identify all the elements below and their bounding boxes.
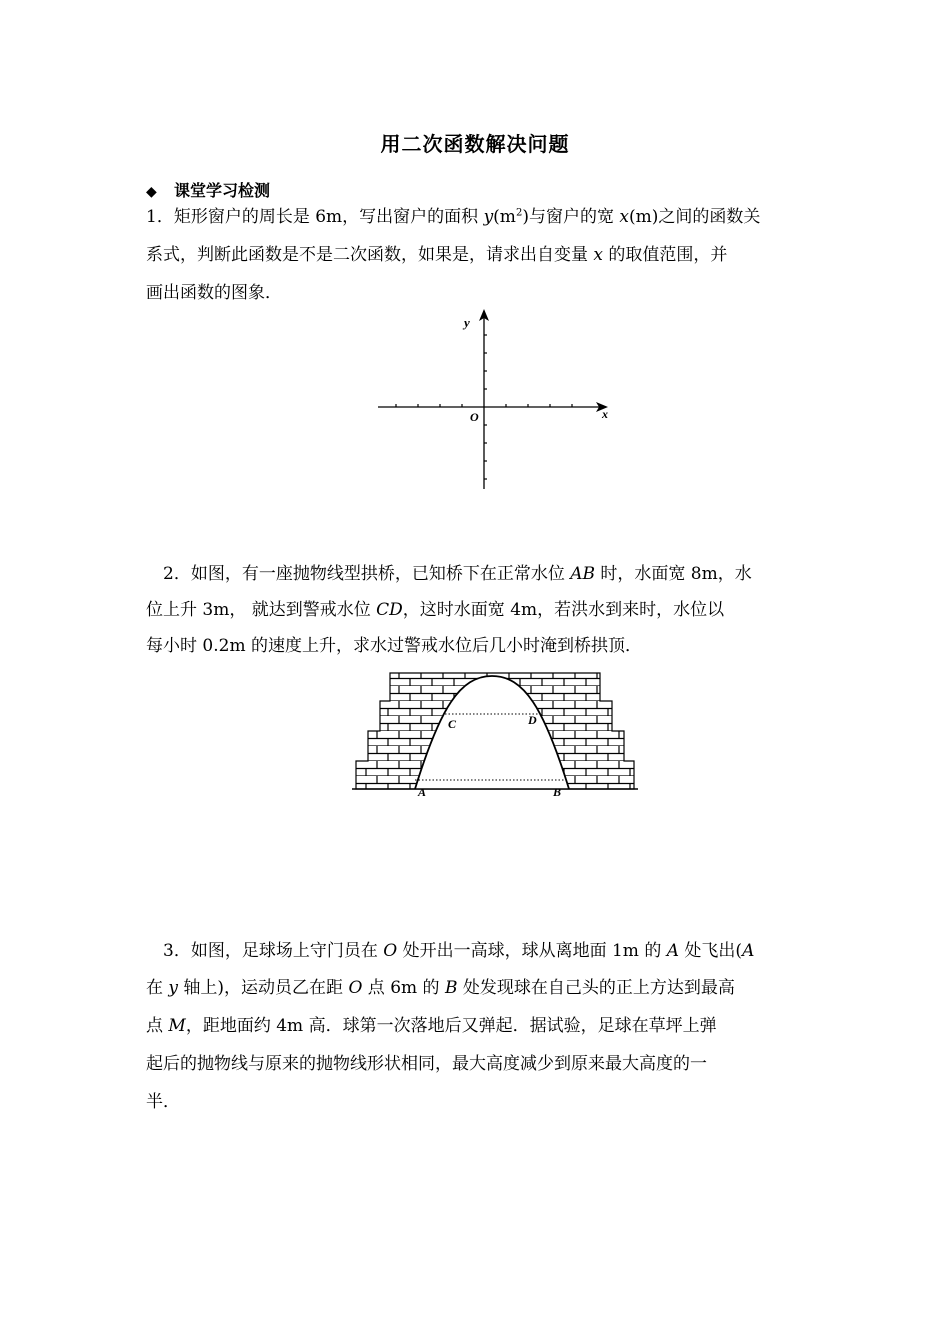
q2-line-2: 位上升 3m， 就达到警戒水位 CD，这时水面宽 4m，若洪水到来时，水位以 xyxy=(146,600,725,620)
diamond-bullet-icon: ◆ xyxy=(146,184,157,200)
label-a: A xyxy=(418,785,427,799)
q1-line-2: 系式，判断此函数是不是二次函数，如果是，请求出自变量 x 的取值范围，并 xyxy=(146,245,728,265)
label-c: C xyxy=(448,717,457,731)
brick-wall xyxy=(356,673,634,789)
q3-line-2: 在 y 轴上)，运动员乙在距 O 点 6m 的 B 处发现球在自己头的正上方达到最高 xyxy=(146,978,735,998)
label-d: D xyxy=(528,713,537,727)
q3-line-3: 点 M，距地面约 4m 高．球第一次落地后又弹起．据试验，足球在草坪上弹 xyxy=(146,1016,717,1036)
y-axis-label: y xyxy=(464,315,470,330)
arch-bridge-figure xyxy=(350,668,640,800)
x-axis-label: x xyxy=(602,407,608,421)
q3-line-4: 起后的抛物线与原来的抛物线形状相同，最大高度减少到原来最大高度的一 xyxy=(146,1054,707,1074)
section-label: 课堂学习检测 xyxy=(174,181,271,200)
q1-line-3: 画出函数的图象． xyxy=(146,283,282,303)
q3-line-1: 3．如图，足球场上守门员在 O 处开出一高球，球从离地面 1m 的 A 处飞出(A xyxy=(163,941,755,961)
page-title: 用二次函数解决问题 xyxy=(380,132,570,156)
coordinate-axes-figure xyxy=(370,305,620,495)
q2-line-3: 每小时 0.2m 的速度上升，求水过警戒水位后几小时淹到桥拱顶． xyxy=(146,636,642,656)
section-heading xyxy=(146,178,270,201)
q2-line-1: 2．如图，有一座抛物线型拱桥，已知桥下在正常水位 AB 时，水面宽 8m，水 xyxy=(163,564,752,584)
label-b: B xyxy=(553,785,562,799)
q3-line-5: 半． xyxy=(146,1092,180,1112)
origin-label: O xyxy=(470,410,479,424)
q1-line-1: 1．矩形窗户的周长是 6m，写出窗户的面积 $y(m^2)$与窗户的宽 x(m)之间的函数关 xyxy=(146,207,761,227)
